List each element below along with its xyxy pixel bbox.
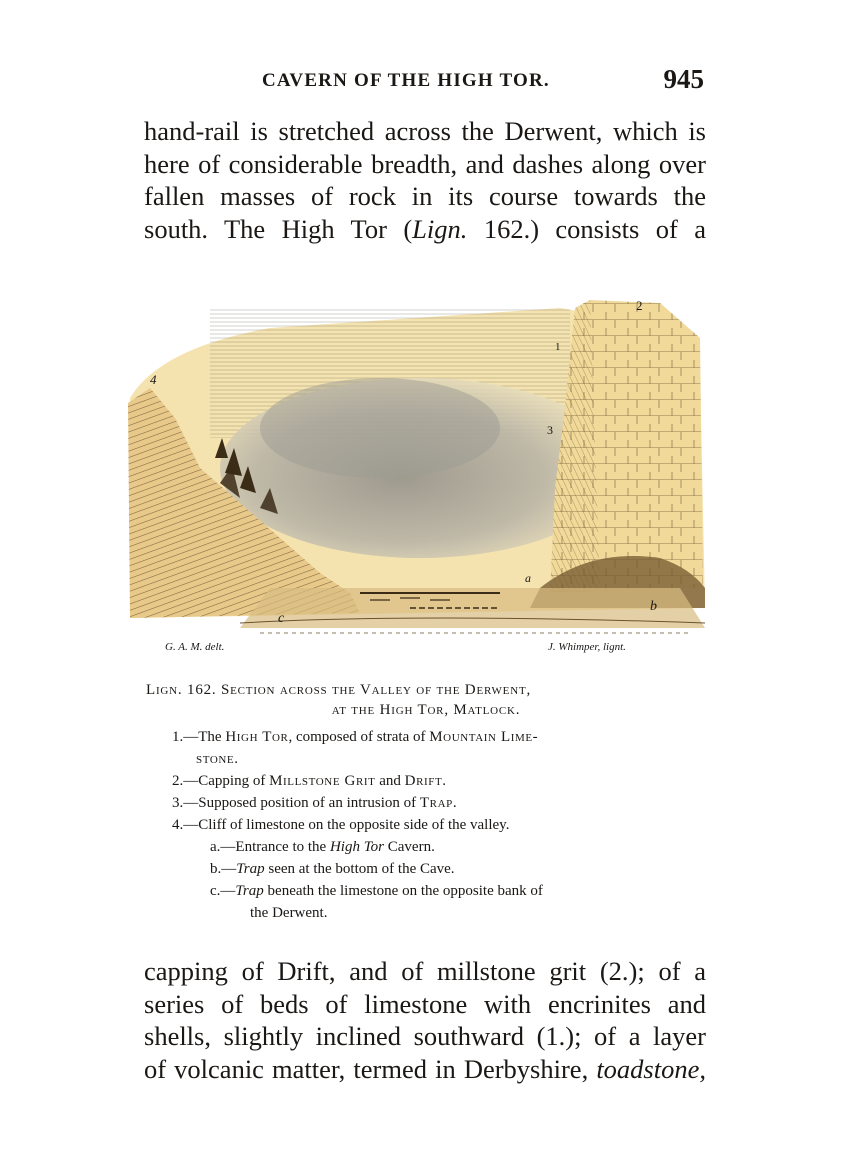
figure-label-c: c [278, 611, 285, 626]
text-run: 1.—The [172, 729, 226, 745]
italic-run: Lign. [412, 213, 468, 244]
legend-item [146, 858, 676, 880]
text-line: capping of Drift, and of millstone grit (2.); of a [144, 956, 706, 986]
text-run: b.— [210, 861, 237, 877]
legend-item-continuation: the Derwent. [250, 905, 328, 921]
text-run: a.—Entrance to the [210, 839, 330, 855]
running-title: CAVERN OF THE HIGH TOR. [262, 70, 550, 91]
text-run: of volcanic matter, termed in Derbyshire, [144, 1053, 597, 1084]
text-line: hand-rail is stretched across the Derwent, which is [144, 116, 706, 146]
text-line: series of beds of limestone with encrinites and [144, 988, 706, 1019]
credit-delineator: G. A. M. delt. [165, 641, 225, 653]
caption-heading-line: Lign. 162. Section across the Valley of the Derwent, [146, 682, 532, 698]
small-caps-run: Drift. [404, 773, 447, 789]
small-caps-run: Trap. [419, 795, 458, 811]
figure-label-1: 1 [555, 341, 561, 353]
figure-label-3: 3 [547, 423, 553, 437]
small-caps-run: Mountain Lime- [429, 729, 539, 745]
small-caps-run: High Tor [225, 729, 289, 745]
caption-legend [146, 726, 676, 924]
italic-run: Trap [236, 861, 265, 877]
legend-item-continuation: stone. [196, 751, 239, 767]
paragraph-bottom [144, 955, 706, 1085]
text-line: fallen masses of rock in its course towards the [144, 181, 706, 211]
text-run: seen at the bottom of the Cave. [264, 861, 455, 877]
figure-label-b: b [650, 599, 657, 614]
legend-item [146, 726, 676, 748]
italic-run: Trap [235, 883, 264, 899]
italic-run: toadstone, [596, 1053, 706, 1084]
text-line [144, 1053, 706, 1086]
text-run: 162.) consists of a [467, 213, 707, 244]
text-run: 3.—Supposed position of an intrusion of [172, 795, 420, 811]
small-caps-run: Millstone Grit [269, 773, 376, 789]
legend-item [146, 770, 676, 792]
caption-heading-line: at the High Tor, Matlock. [331, 702, 521, 718]
legend-item [146, 880, 676, 902]
text-run: and [375, 773, 405, 789]
legend-item [146, 792, 676, 814]
text-run: beneath the limestone on the opposite bank of [263, 883, 543, 899]
caption-heading [146, 680, 676, 720]
running-head [262, 66, 704, 96]
text-line [144, 213, 706, 246]
text-line: here of considerable breadth, and dashes along over [144, 148, 706, 179]
figure-label-4: 4 [150, 372, 157, 387]
italic-run: High Tor [329, 839, 385, 855]
legend-item: 4.—Cliff of limestone on the opposite side of the valley. [172, 817, 510, 833]
page-number: 945 [663, 64, 704, 94]
text-run: south. The High Tor ( [144, 213, 413, 244]
text-run: , composed of strata of [288, 729, 430, 745]
legend-item [146, 836, 676, 858]
text-run: c.— [210, 883, 236, 899]
engraving-illustration [120, 288, 710, 638]
figure-caption [146, 680, 676, 924]
text-run: Cavern. [384, 839, 435, 855]
paragraph-top [144, 115, 706, 245]
figure-label-2: 2 [636, 298, 643, 313]
text-line: shells, slightly inclined southward (1.); of a layer [144, 1021, 706, 1051]
text-run: 2.—Capping of [172, 773, 270, 789]
figure-label-a: a [525, 571, 531, 585]
credit-engraver: J. Whimper, lignt. [548, 641, 626, 653]
